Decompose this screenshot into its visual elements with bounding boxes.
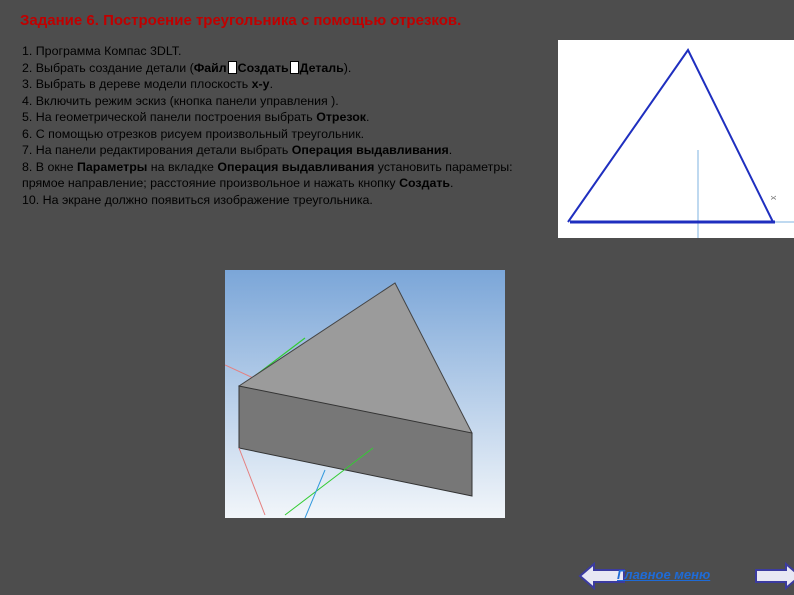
forward-button[interactable] <box>754 562 794 590</box>
step-6: 6. С помощью отрезков рисуем произвольный треугольник. <box>22 126 365 141</box>
step-2: 2. Выбрать создание детали (Файл Создать Деталь). <box>22 60 352 75</box>
step-8: 8. В окне Параметры на вкладке Операция выдавливания установить параметры: прямое направление; расстояние произвольное и нажать кнопку Создать. <box>22 159 513 190</box>
step-5: 5. На геометрической панели построения выбрать Отрезок. <box>22 110 370 124</box>
sketch-triangle-image <box>558 40 794 238</box>
step-1: 1. Программа Компас 3DLT. <box>22 44 182 58</box>
main-menu-link[interactable]: Главное меню <box>617 567 711 582</box>
extruded-triangle-3d-image <box>225 270 505 518</box>
arrow-right-icon <box>754 562 794 590</box>
step-3: 3. Выбрать в дереве модели плоскость x-y. <box>22 77 274 91</box>
instructions-list <box>22 43 547 208</box>
sketch-axis-label: x <box>768 195 778 200</box>
sketch-background <box>558 40 794 238</box>
missing-glyph-icon <box>228 61 237 74</box>
missing-glyph-icon <box>290 61 299 74</box>
step-4: 4. Включить режим эскиз (кнопка панели управления ). <box>22 93 339 108</box>
step-10: 10. На экране должно появиться изображение треугольника. <box>22 192 373 207</box>
slide-title: Задание 6. Построение треугольника с помощью отрезков. <box>20 12 462 29</box>
step-7: 7. На панели редактирования детали выбрать Операция выдавливания. <box>22 143 453 157</box>
